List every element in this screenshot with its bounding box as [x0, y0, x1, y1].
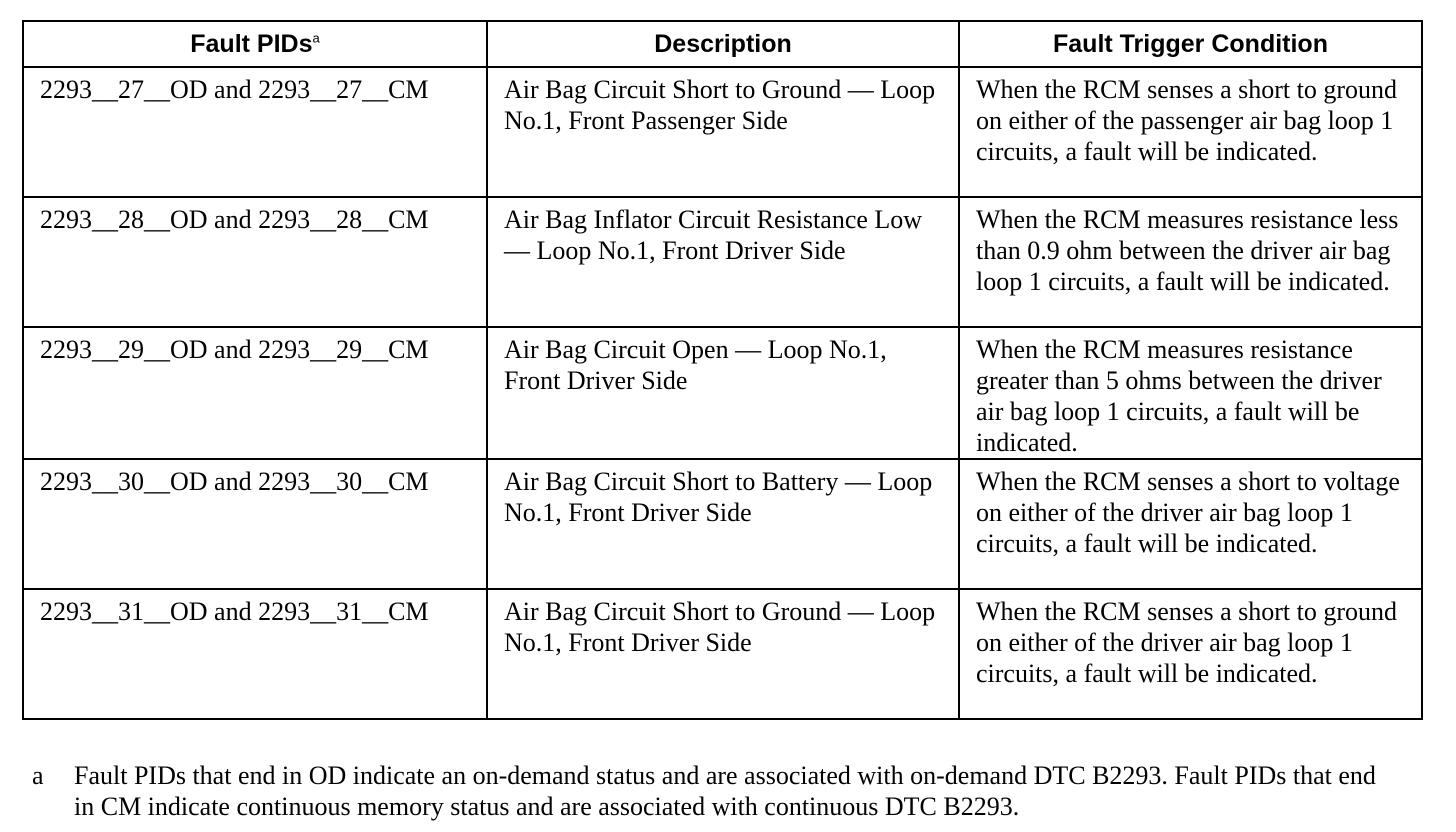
cell-description: Air Bag Circuit Short to Ground — Loop No.1, Front Driver Side: [487, 589, 959, 719]
cell-fault-pid: 2293__29__OD and 2293__29__CM: [23, 327, 487, 459]
cell-fault-pid: 2293__27__OD and 2293__27__CM: [23, 67, 487, 197]
cell-fault-pid: 2293__30__OD and 2293__30__CM: [23, 459, 487, 589]
header-footnote-marker: a: [312, 30, 320, 46]
table-row: [23, 589, 1422, 719]
header-trigger-condition: Fault Trigger Condition: [959, 21, 1422, 67]
table-row: [23, 67, 1422, 197]
cell-fault-pid: 2293__28__OD and 2293__28__CM: [23, 197, 487, 327]
cell-trigger-condition: When the RCM senses a short to voltage on either of the driver air bag loop 1 circuits, a fault will be indicated.: [959, 459, 1422, 589]
cell-description: Air Bag Circuit Short to Ground — Loop No.1, Front Passenger Side: [487, 67, 959, 197]
table-header-row: [23, 21, 1422, 67]
table-row: [23, 327, 1422, 459]
cell-description: Air Bag Circuit Open — Loop No.1, Front Driver Side: [487, 327, 959, 459]
cell-description: Air Bag Inflator Circuit Resistance Low — Loop No.1, Front Driver Side: [487, 197, 959, 327]
table-footnote: [32, 760, 1392, 822]
cell-trigger-condition: When the RCM senses a short to ground on either of the driver air bag loop 1 circuits, a fault will be indicated.: [959, 589, 1422, 719]
cell-trigger-condition: When the RCM senses a short to ground on either of the passenger air bag loop 1 circuits, a fault will be indicated.: [959, 67, 1422, 197]
cell-description: Air Bag Circuit Short to Battery — Loop No.1, Front Driver Side: [487, 459, 959, 589]
header-fault-pids-label: Fault PIDs: [190, 29, 313, 58]
table-row: [23, 197, 1422, 327]
document-page: [22, 20, 1421, 720]
table-row: [23, 459, 1422, 589]
footnote-text: Fault PIDs that end in OD indicate an on-demand status and are associated with on-demand DTC B2293. Fault PIDs that end in CM indicate continuous memory status and are associated with continuous DTC B2293.: [74, 761, 1376, 821]
footnote-marker: a: [32, 761, 44, 790]
cell-fault-pid: 2293__31__OD and 2293__31__CM: [23, 589, 487, 719]
cell-trigger-condition: When the RCM measures resistance less than 0.9 ohm between the driver air bag loop 1 circuits, a fault will be indicated.: [959, 197, 1422, 327]
cell-trigger-condition: When the RCM measures resistance greater than 5 ohms between the driver air bag loop 1 circuits, a fault will be indicated.: [959, 327, 1422, 459]
header-description: Description: [487, 21, 959, 67]
header-fault-pids: [23, 21, 487, 67]
fault-pid-table: [22, 20, 1423, 720]
